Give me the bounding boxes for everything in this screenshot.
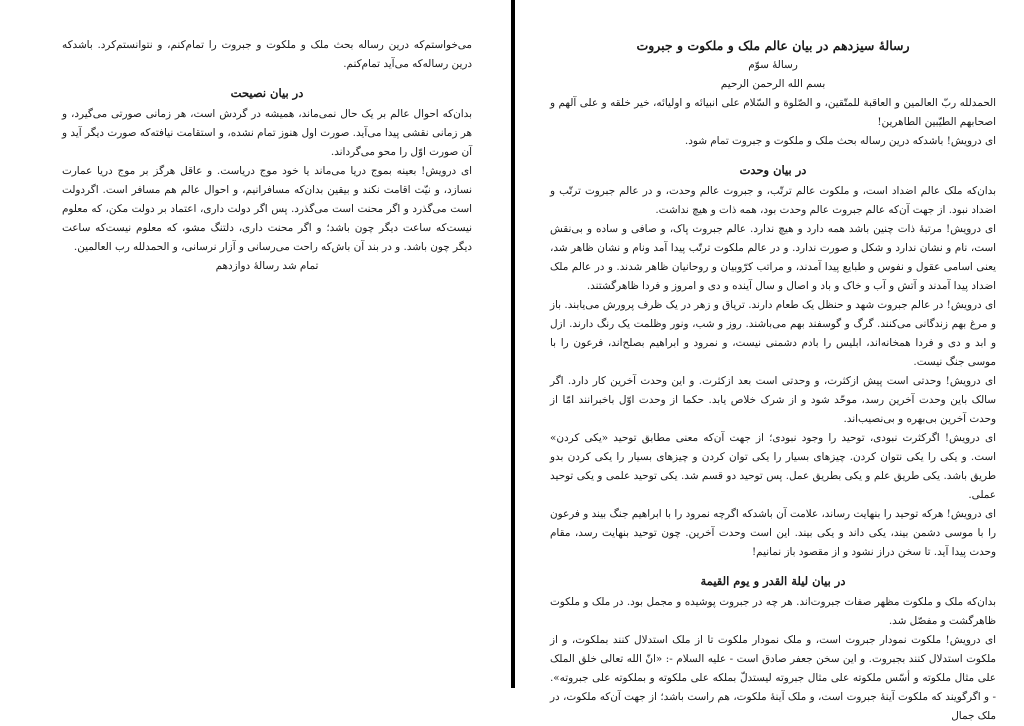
paragraph: بدان‌که ملک و ملکوت مظهر صفات جبروت‌اند. هر چه در جبروت پوشیده و مجمل بود. در ملک و ملکوت ظاهرگشت و مفصّل شد.	[550, 596, 996, 627]
continuation-text: می‌خواستم‌که درین رساله بحث ملک و ملکوت و جبروت را تمام‌کنم، و نتوانستم‌کرد. باشدکه درین رساله‌که می‌آید تمام‌کنم.	[62, 39, 472, 70]
paragraph: ای درویش! هرکه توحید را بنهایت رساند، علامت آن باشدکه اگرچه نمرود را با ابراهیم جنگ بیند و فرعون را با موسی دشمن بیند، یکی داند و یکی بیند. این است وحدت آخرین. چون توحید بنهایت رسد، مقام وحدت پیدا آید. تا سخن دراز نشود و از مقصود باز نمانیم!	[550, 508, 996, 558]
page-divider	[511, 0, 515, 688]
paragraph: بدان‌که احوال عالم بر یک حال نمی‌ماند، همیشه در گردش است، هر زمانی صورتی می‌گیرد، و هر زمانی نقشی پیدا می‌آید. صورت اول هنوز تمام نشده، و استقامت نیافته‌که صورت دیگر آید و آن صورت اوّل را محو می‌گرداند.	[62, 108, 472, 158]
paragraph: ای درویش! بعینه بموج دریا می‌ماند یا خود موج دریاست. و عاقل هرگز بر موج دریا عمارت نسازد، و نیّت اقامت نکند و بیقین بدان‌که مسافرانیم، و احوال عالم هم مسافر است. اگردولت است می‌گذرد و اگر محنت است می‌گذرد. پس اگر دولت داری، اعتماد بر دولت مکن، که معلوم نیست‌که ساعت دیگر چون باشد؛ و اگر محنت داری، دلتنگ مشو، که معلوم نیست‌که ساعت دیگر چون باشد. و در بند آن باش‌که راحت می‌رسانی و آزار نرسانی، و الحمدلله رب العالمین.	[62, 165, 472, 253]
section-heading-unity: در بیان وحدت	[739, 163, 807, 177]
paragraph: بدان‌که ملک عالم اضداد است، و ملکوت عالم ترتّب، و جبروت عالم وحدت، و در عالم جبروت ترتّب و اضداد نبود. از جهت آن‌که عالم جبروت عالم وحدت بود، همه ذات و هیچ نداشت.	[550, 185, 996, 216]
right-page	[516, 0, 1024, 722]
basmala: بسم الله الرحمن الرحیم	[720, 78, 826, 90]
paragraph: ای درویش! مرتبهٔ ذات چنین باشد همه دارد و هیچ ندارد. عالم جبروت پاک، و صافی و ساده و بی‌نقش است، نام و نشان ندارد و شکل و صورت ندارد. و در عالم ملکوت ترتّب پیدا آمد ونام و نشان ظاهر شد، یعنی اسامی عقول و نفوس و طبایع پیدا آمدند، و مراتب کرّوبیان و روحانیان ظاهر شدند. و در عالم ملک اضداد پیدا آمدند و آتش و آب و خاک و باد و اصال و سال آینده و دی و امروز و فردا ظاهرگشتند.	[550, 223, 996, 292]
paragraph: ای درویش! اگرکثرت نبودی، توحید را وجود نبودی؛ از جهت آن‌که معنی مطابق توحید «یکی کردن» است. و یکی را یکی نتوان کردن. چیزهای بسیار را یکی توان کردن و چیزهای بسیار را یکی کردن بدو طریق باشد. یکی طریق علم و یکی بطریق عمل. پس توحید دو قسم شد. یکی توحید علمی و یکی توحید عملی.	[550, 432, 996, 501]
paragraph: ای درویش! باشدکه درین رساله بحث ملک و ملکوت و جبروت تمام شود.	[684, 135, 996, 147]
closing-line: تمام شد رسالهٔ دوازدهم	[215, 260, 319, 272]
paragraph: الحمدلله ربّ العالمین و العاقبة للمتّقین، و الصّلوة و السّلام علی انبیائه و اولیائه، خیر خلقه و علی آلهم و اصحابهم الطیّبین الطاهرین!	[550, 97, 996, 128]
treatise-title: رسالهٔ سیزدهم در بیان عالم ملک و ملکوت و جبروت	[636, 38, 910, 53]
section-heading-advice: در بیان نصیحت	[230, 86, 304, 100]
paragraph: ای درویش! ملکوت نمودار جبروت است، و ملک نمودار ملکوت تا از ملک استدلال کنند بملکوت، و از ملکوت استدلال کنند بجبروت. و این سخن جعفر صادق است - علیه السلام -: «انّ الله تعالی خلق الملک علی مثال ملکوته و أسّس ملکوته علی مثال جبروته لیستدلّ بملکه علی ملکوته و بملکوته علی جبروته». - و اگرگویند که ملکوت آینهٔ جبروت است، و ملک آینهٔ ملکوت، هم راست باشد؛ از جهت آن‌که ملکوت، در ملک جمال	[550, 634, 996, 722]
paragraph: ای درویش! وحدتی است پیش ازکثرت، و وحدتی است بعد ازکثرت. و این وحدت آخرین کار دارد. اگر سالک باین وحدت آخرین رسد، موحّد شود و از شرک خلاص یابد. حکما از وحدت اوّل باخبرانند امّا از وحدت آخرین بی‌بهره و بی‌نصیب‌اند.	[550, 375, 996, 425]
treatise-subtitle: رسالهٔ سوّم	[748, 59, 798, 71]
left-page	[0, 0, 512, 688]
paragraph: ای درویش! در عالم جبروت شهد و حنظل یک طعام دارند. تریاق و زهر در یک ظرف پرورش می‌یابند. باز و مرغ بهم زندگانی می‌کنند. گرگ و گوسفند بهم می‌باشند. روز و شب، ونور وظلمت یک رنگ دارند. ازل و ابد و دی و فردا همخانه‌اند، ابلیس را بادم دشمنی نیست، و نمرود و ابراهیم بصلح‌اند، فرعون را با موسی جنگ نیست.	[550, 299, 996, 368]
section-heading-night-of-power: در بیان لیلة القدر و یوم القیمة	[700, 574, 846, 588]
